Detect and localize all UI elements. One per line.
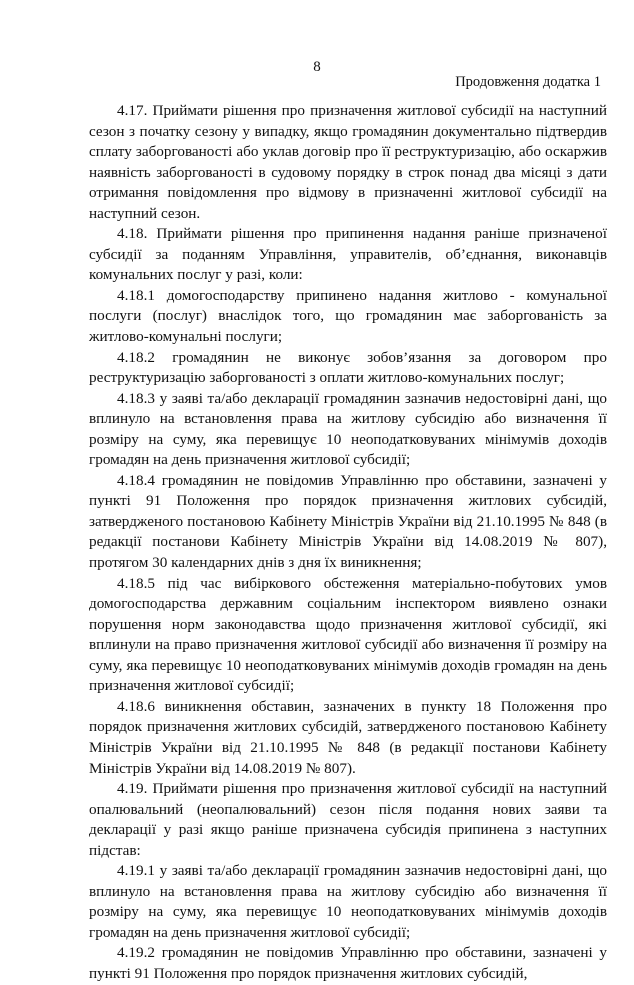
paragraph-4-18-6: 4.18.6 виникнення обставин, зазначених в пункту 18 Положення про порядок призначення житлових субсидій, затвердженого постановою Кабінету Міністрів України від 21.10.1995 № 848 (в редакції постанови Кабінету Міністрів України від 14.08.2019 № 807). [89,697,607,777]
paragraph-4-19-2: 4.19.2 громадянин не повідомив Управлінню про обставини, зазначені у пункті 91 Положення про порядок призначення житлових субсидій, [89,944,607,982]
paragraph-4-18-4: 4.18.4 громадянин не повідомив Управлінню про обставини, зазначені у пункті 91 Положення про порядок призначення житлових субсидій, затвердженого постановою Кабінету Міністрів України від 21.10.1995 № 848 (в редакції постанови Кабінету Міністрів України від 14.08.2019 № 807), протягом 30 календарних днів з дня їх виникнення; [89,471,607,572]
page-number: 8 [313,59,321,75]
paragraph-4-18-3: 4.18.3 у заяві та/або декларації громадянин зазначив недостовірні дані, що вплинуло на встановлення права на житлову субсидію або визначення її розміру на суму, яка перевищує 10 неоподатковуваних мінімумів доходів громадян на день призначення житлової субсидії; [89,389,607,469]
paragraph-4-18-5: 4.18.5 під час вибіркового обстеження матеріально-побутових умов домогосподарства державним соціальним інспектором виявлено ознаки порушення норм законодавства щодо призначення житлової субсидії, які вплинули на право призначення житлової субсидії або визначення її розміру на суму, яка перевищує 10 неоподатковуваних мінімумів доходів громадян на день призначення житлової субсидії; [89,574,607,695]
paragraph-4-19: 4.19. Приймати рішення про призначення житлової субсидії на наступний опалювальний (неопалювальний) сезон після подання нових заяви та декларації у разі якщо раніше призначена субсидія припинена з наступних підстав: [89,780,607,859]
paragraph-4-17: 4.17. Приймати рішення про призначення житлової субсидії на наступний сезон з початку сезону у випадку, якщо громадянин документально підтвердив сплату заборгованості або уклав договір про її реструктуризацію, або оскаржив наявність заборгованості в судовому порядку в строк понад два місяці з дати отримання повідомлення про відмову в призначенні житлової субсидії на наступний сезон. [89,102,607,222]
document-body [89,101,607,985]
paragraph-4-18: 4.18. Приймати рішення про припинення надання раніше призначеної субсидії за поданням Управління, управителів, об’єднання, виконавців комунальних послуг у разі, коли: [89,225,607,284]
paragraph-4-18-2: 4.18.2 громадянин не виконує зобов’язання за договором про реструктуризацію заборгованості з оплати житлово-комунальних послуг; [89,348,607,387]
paragraph-4-18-1: 4.18.1 домогосподарству припинено надання житлово - комунальної послуги (послуг) внаслідок того, що громадянин має заборгованість за житлово-комунальні послуги; [89,286,607,346]
continuation-note: Продовження додатка 1 [455,74,601,90]
paragraph-4-19-1: 4.19.1 у заяві та/або декларації громадянин зазначив недостовірні дані, що вплинуло на встановлення права на житлову субсидію або визначення її розміру на суму, яка перевищує 10 неоподатковуваних мінімумів доходів громадян на день призначення житлової субсидії; [89,862,607,941]
